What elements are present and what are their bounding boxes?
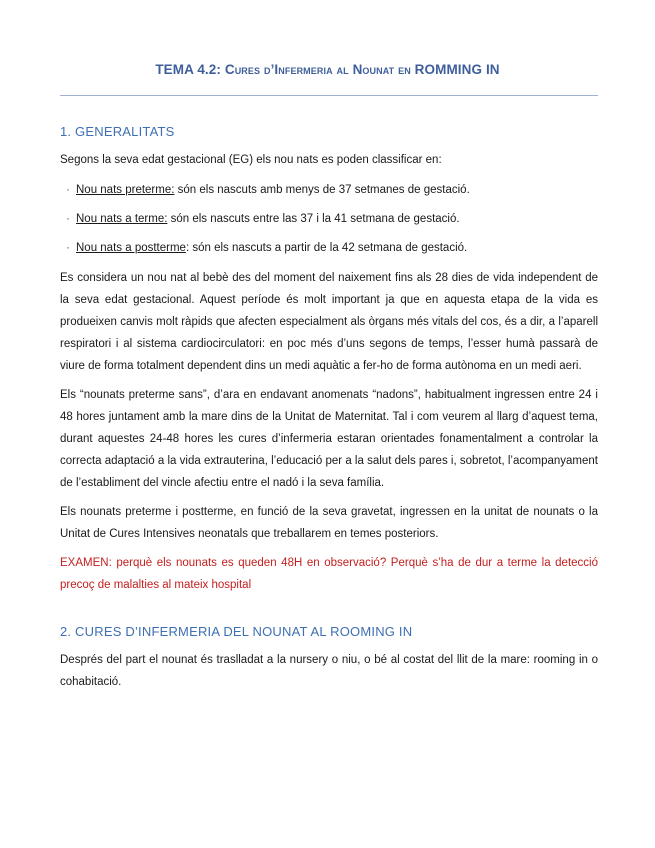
list-item-text: : són els nascuts a partir de la 42 setmana de gestació. (185, 242, 468, 254)
title-lead: TEMA 4.2: (155, 62, 221, 77)
list-item (60, 209, 598, 229)
body-paragraph: Després del part el nounat és traslladat a la nursery o niu, o bé al costat del llit de la mare: rooming in o cohabitació. (60, 654, 598, 688)
list-item-text: són els nascuts entre las 37 i la 41 setmana de gestació. (167, 213, 460, 225)
list-item-term: Nou nats a postterme (76, 242, 186, 254)
exam-note: EXAMEN: perquè els nounats es queden 48H en observació? Perquè s’ha de dur a terme la detecció precoç de malalties al mateix hospital (60, 557, 598, 591)
intro-paragraph: Segons la seva edat gestacional (EG) els nou nats es poden classificar en: (60, 154, 442, 166)
document-title (60, 62, 595, 77)
list-item-term: Nou nats preterme: (76, 184, 175, 196)
title-end: ROMMING IN (414, 62, 500, 77)
list-item-term: Nou nats a terme: (76, 213, 168, 225)
classification-list (60, 180, 598, 258)
title-divider (60, 95, 598, 96)
section-heading-generalitats: 1. GENERALITATS (60, 124, 175, 139)
list-item-text: són els nascuts amb menys de 37 setmanes de gestació. (174, 184, 470, 196)
body-paragraph: Els nounats preterme i postterme, en funció de la seva gravetat, ingressen en la unitat de nounats o la Unitat de Cures Intensives neonatals que treballarem en temes posteriors. (60, 506, 598, 540)
bullet-icon: · (66, 242, 70, 254)
section-heading-cures: 2. CURES D’INFERMERIA DEL NOUNAT AL ROOMING IN (60, 624, 413, 639)
bullet-icon: · (66, 213, 70, 225)
body-paragraph: Es considera un nou nat al bebè des del moment del naixement fins als 28 dies de vida independent de la seva edat gestacional. Aquest període és molt important ja que en aquesta etapa de la vida es produeixen canvis molt ràpids que afecten especialment als òrgans més vitals del cos, és a dir, a l’aparell respiratori i al sistema cardiocirculatori: en poc més d’uns segons de temps, l’esser humà passarà de viure de forma totalment dependent dins un medi aquàtic a fer-ho de forma autònoma en un medi aeri. (60, 272, 598, 372)
title-middle: Cures d’Infermeria al Nounat en (224, 62, 411, 77)
bullet-icon: · (66, 184, 70, 196)
body-paragraph: Els “nounats preterme sans”, d’ara en endavant anomenats “nadons”, habitualment ingressen entre 24 i 48 hores juntament amb la mare dins de la Unitat de Maternitat. Tal i com veurem al llarg d’aquest tema, durant aquestes 24-48 hores les cures d’infermeria estaran orientades fonamentalment a controlar la correcta adaptació a la vida extrauterina, l’educació per a la salut dels pares i, sobretot, l’acompanyament de l’establiment del vincle afectiu entre el nadó i la seva família. (60, 389, 598, 489)
document-body (60, 124, 598, 700)
list-item (60, 180, 598, 200)
list-item (60, 238, 598, 258)
